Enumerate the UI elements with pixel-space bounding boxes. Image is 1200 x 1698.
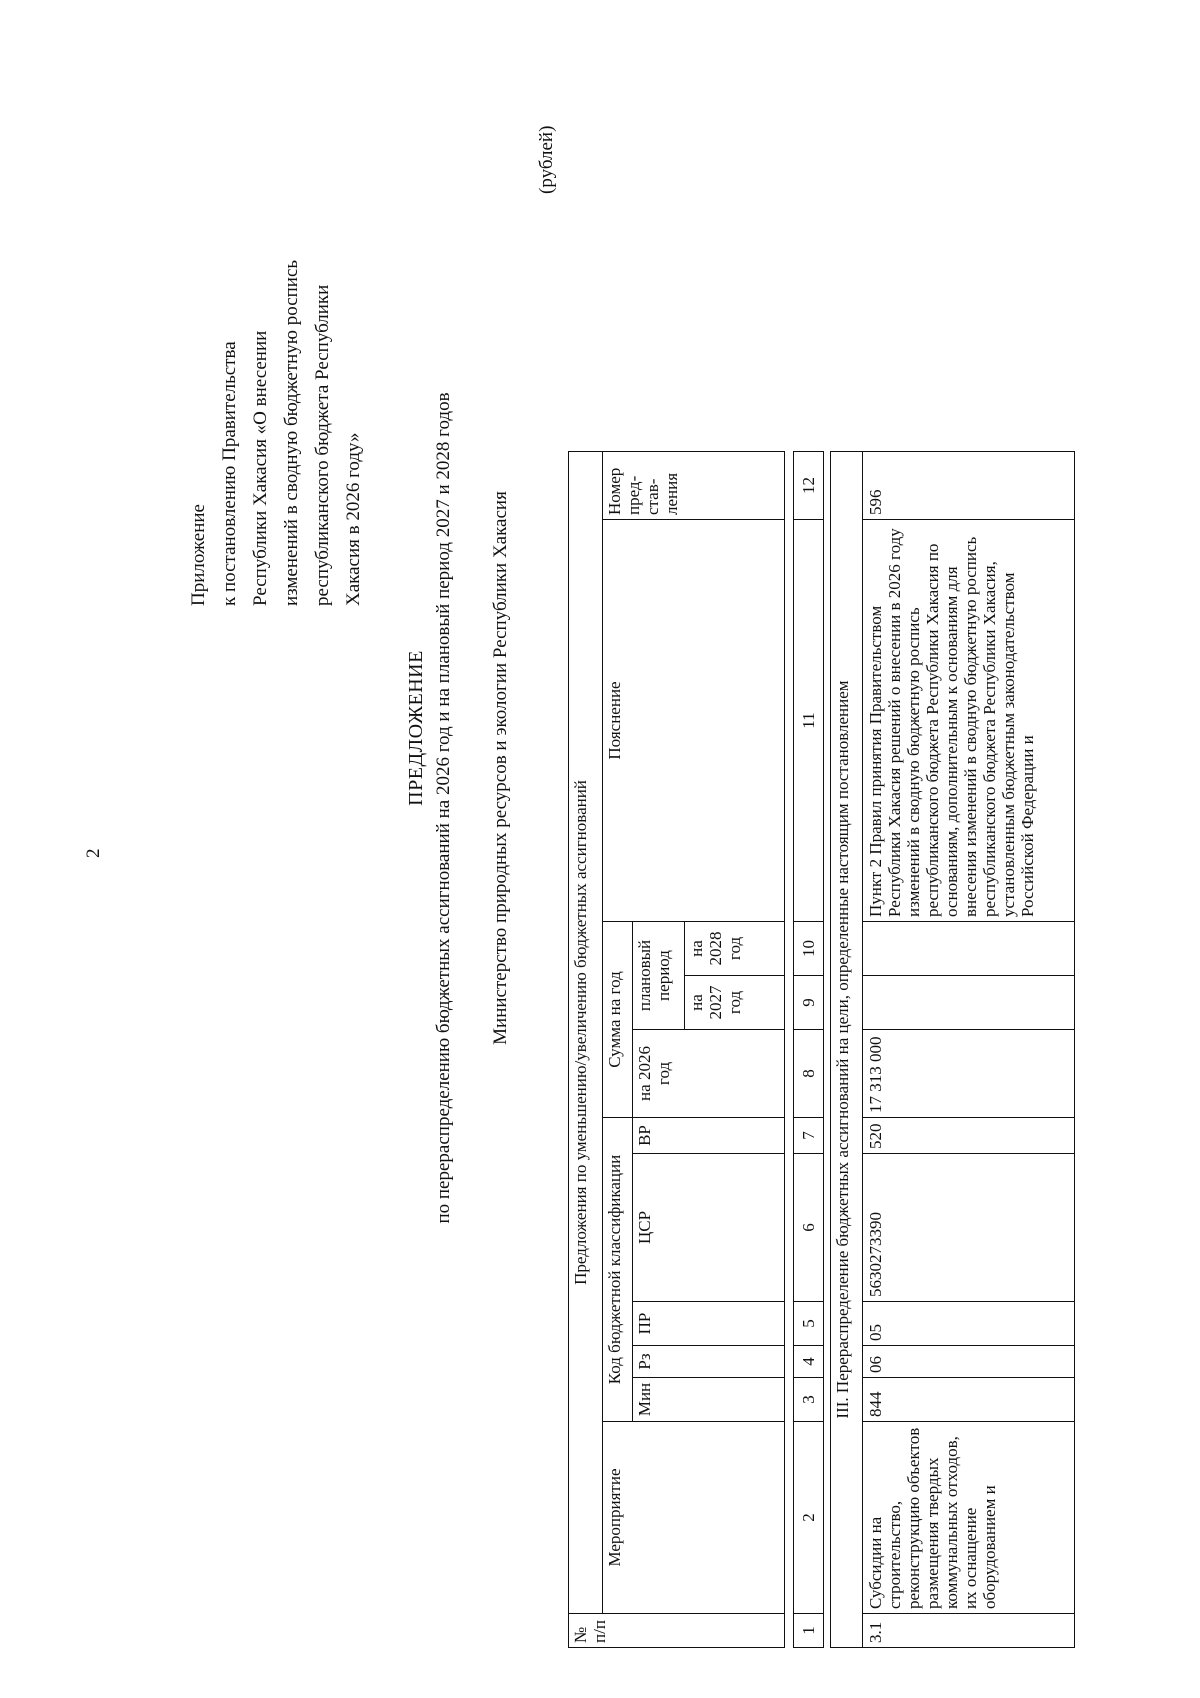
col-number: 10 [794, 922, 824, 976]
ministry-name: Министерство природных ресурсов и экологии Республики Хакасия [490, 491, 511, 1045]
row-2027 [863, 976, 1075, 1030]
header-min: Мин [633, 1378, 785, 1422]
header-2028: на 2028 год [685, 922, 785, 976]
appendix-line: изменений в сводную бюджетную роспись [281, 259, 302, 606]
col-number: 5 [794, 1302, 824, 1346]
document-title: ПРЕДЛОЖЕНИЕ [405, 650, 427, 806]
header-csr: ЦСР [633, 1154, 785, 1302]
col-number: 9 [794, 976, 824, 1030]
row-event: Субсидии на строительство, реконструкцию объектов размещения твердых коммунальных отходов, их оснащение оборудованием и [863, 1422, 1075, 1614]
header-event: Мероприятие [603, 1422, 785, 1614]
header-code: Код бюджетной классификации [603, 1118, 633, 1422]
row-pr: 05 [863, 1302, 1075, 1346]
page-number: 2 [83, 848, 104, 858]
header-sum: Сумма на год [603, 922, 633, 1118]
section-heading: III. Перераспределение бюджетных ассигнований на цели, определенные настоящим постановлением [831, 452, 863, 1648]
col-number: 2 [794, 1422, 824, 1614]
table-body [830, 451, 1075, 1648]
appendix-line: Республики Хакасия «О внесении [250, 330, 271, 606]
table-header [568, 451, 785, 1648]
col-number: 4 [794, 1346, 824, 1378]
table-row [863, 452, 1075, 1648]
appendix-line: республиканского бюджета Республики [312, 284, 333, 606]
row-vr: 520 [863, 1118, 1075, 1154]
col-number: 11 [794, 520, 824, 922]
row-explanation: Пункт 2 Правил принятия Правительством Республики Хакасия решений о внесении в 2026 году изменений в сводную бюджетную роспись республиканского бюджета Республики Хакасия по основаниям, дополнительным к основаниям для внесения изменений в сводную бюджетную роспись республиканского бюджета Республики Хакасия, установленным бюджетным законодательством Российской Федерации и [863, 520, 1075, 922]
col-number: 7 [794, 1118, 824, 1154]
header-group: Предложения по уменьшению/увеличению бюджетных ассигнований [569, 452, 603, 1614]
col-number: 1 [794, 1614, 824, 1648]
row-min: 844 [863, 1378, 1075, 1422]
header-rz: Рз [633, 1346, 785, 1378]
col-number: 8 [794, 1030, 824, 1118]
header-vr: ВР [633, 1118, 785, 1154]
appendix-line: Хакасия в 2026 году» [343, 432, 364, 606]
header-explanation: Пояснение [603, 520, 785, 922]
col-number: 12 [794, 452, 824, 520]
row-num: 3.1 [863, 1614, 1075, 1648]
col-number: 6 [794, 1154, 824, 1302]
row-rz: 06 [863, 1346, 1075, 1378]
col-number: 3 [794, 1378, 824, 1422]
row-2028 [863, 922, 1075, 976]
document-subtitle: по перераспределению бюджетных ассигнований на 2026 год и на плановый период 2027 и 2028 годов [433, 392, 454, 1224]
appendix-line: Приложение [188, 504, 209, 606]
row-csr: 5630273390 [863, 1154, 1075, 1302]
header-planned: плановый период [633, 922, 685, 1030]
appendix-line: к постановлению Правительства [219, 341, 240, 606]
row-2026: 17 313 000 [863, 1030, 1075, 1118]
header-2026: на 2026 год [633, 1030, 785, 1118]
header-rep-number: Номер пред-став-ления [603, 452, 785, 520]
header-2027: на 2027 год [685, 976, 785, 1030]
header-num: № п/п [569, 1614, 785, 1648]
column-numbers-table [793, 451, 824, 1648]
header-pr: ПР [633, 1302, 785, 1346]
appendix-note [183, 146, 369, 606]
unit-label: (рублей) [536, 125, 557, 194]
row-rep-number: 596 [863, 452, 1075, 520]
